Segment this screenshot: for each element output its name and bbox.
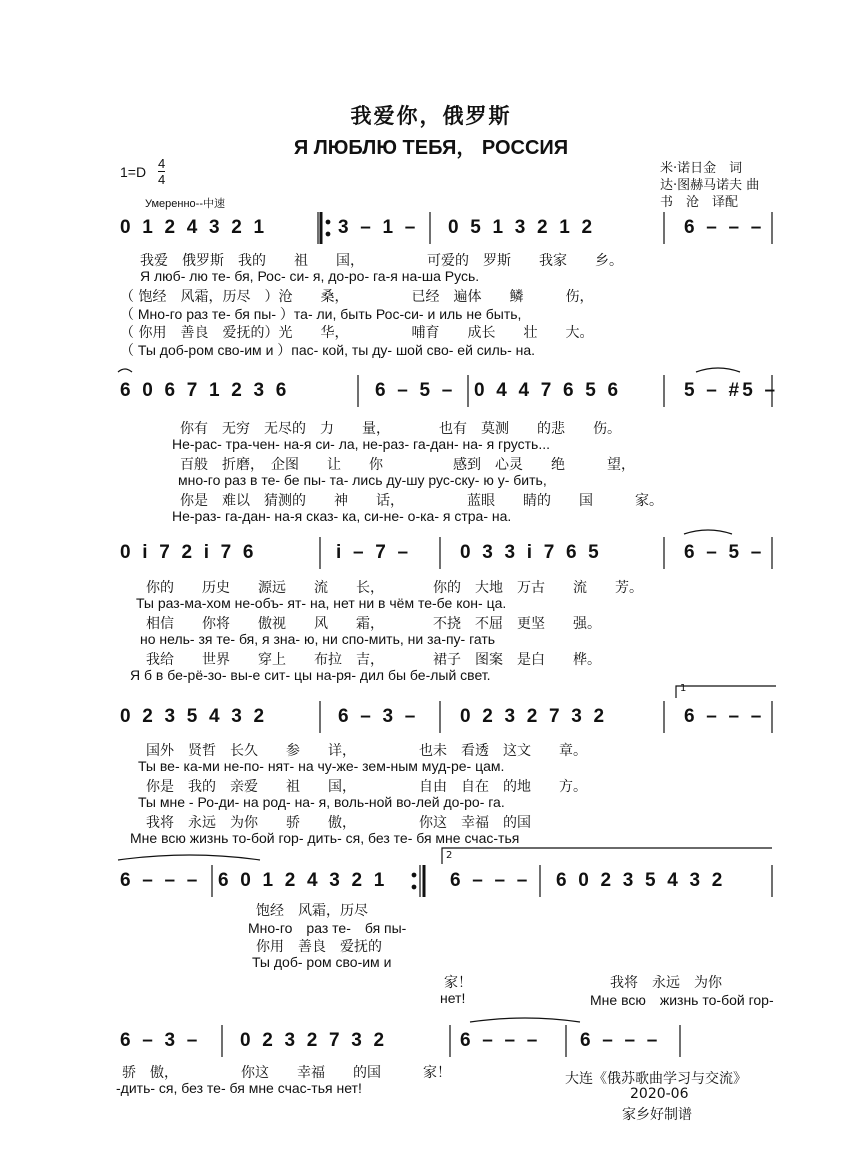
lyric-ru-8: но нель- зя те- бя, я зна- ю, ни спо-мить, ни за-пу- гать: [140, 631, 496, 647]
volta-1-bracket: [676, 686, 776, 698]
lyric-zh-11: 你是 我的 亲爱 祖 国， 自由 自在 的地 方。: [146, 779, 587, 795]
measure-5: 6 0 6 7 1 2 3 6: [120, 380, 290, 401]
footer-arranger: 家乡好制谱: [622, 1107, 692, 1123]
lyric-ru-15: Мне всю жизнь то-бой гор-: [590, 992, 774, 1008]
measure-18: 6 0 1 2 4 3 2 1: [218, 870, 388, 891]
measure-15: 0 2 3 2 7 3 2: [460, 706, 608, 727]
measure-17: 6 – – –: [120, 870, 201, 891]
measure-24: 6 – – –: [580, 1030, 661, 1051]
slur: [470, 1018, 580, 1022]
measure-6: 6 – 5 –: [375, 380, 456, 401]
lyric-zh-6: 你是 难以 猜测的 神 话， 蓝眼 睛的 国 家。: [180, 493, 663, 509]
credit-lyricist: 米·诺日金 词: [660, 161, 743, 176]
measure-8: 5 – #5 –: [684, 380, 779, 401]
repeat-dot: [326, 232, 330, 236]
measure-16: 6 – – –: [684, 706, 765, 727]
volta-2-bracket: [442, 848, 772, 864]
lyric-zh-7: 你的 历史 源远 流 长， 你的 大地 万古 流 芳。: [146, 580, 643, 596]
title-russian: Я ЛЮБЛЮ ТЕБЯ， РОССИЯ: [293, 137, 569, 159]
measure-13: 0 2 3 5 4 3 2: [120, 706, 268, 727]
lyric-zh-4: 你有 无穷 无尽的 力 量， 也有 莫测 的悲 伤。: [180, 421, 621, 437]
measure-7: 0 4 4 7 6 5 6: [474, 380, 622, 401]
footer-date: 2020-06: [630, 1086, 689, 1102]
repeat-dot: [412, 873, 416, 877]
lyric-end-zh: 家！: [444, 975, 472, 991]
lyric-zh-13: 饱经 风霜，历尽: [256, 903, 368, 919]
measure-10: i – 7 –: [336, 542, 412, 563]
slur: [118, 369, 132, 372]
lyric-ru-6: Не-раз- га-дан- на-я сказ- ка, си-не- о-ка- я стра- на.: [172, 508, 512, 524]
lyric-zh-5: 百般 折磨， 企图 让 你 感到 心灵 绝 望，: [180, 457, 635, 473]
measure-20: 6 0 2 3 5 4 3 2: [556, 870, 726, 891]
slur: [684, 530, 732, 534]
lyric-ru-10: Ты ве- ка-ми не-по- нят- на чу-же- зем-ным муд-ре- цам.: [138, 758, 505, 774]
lyric-zh-8: 相信 你将 傲视 风 霜， 不挠 不屈 更坚 强。: [146, 616, 601, 632]
measure-21: 6 – 3 –: [120, 1030, 201, 1051]
time-denominator: 4: [158, 172, 166, 187]
key-signature: 1=D: [120, 164, 147, 180]
measure-23: 6 – – –: [460, 1030, 541, 1051]
measure-11: 0 3 3 i 7 6 5: [460, 542, 602, 563]
lyric-ru-13: Мно-го раз те- бя пы-: [248, 920, 407, 936]
measure-9: 0 i 7 2 i 7 6: [120, 542, 257, 563]
lyric-zh-15: 我将 永远 为你: [610, 975, 722, 991]
lyric-zh-14: 你用 善良 爱抚的: [256, 939, 382, 955]
lyric-zh-1: 我爱 俄罗斯 我的 祖 国， 可爱的 罗斯 我家 乡。: [140, 253, 623, 269]
title-chinese: 我爱你，俄罗斯: [350, 103, 512, 128]
lyric-ru-5: мно-го раз в те- бе пы- та- лись ду-шу рус-ску- ю у- бить,: [178, 472, 547, 488]
credit-composer: 达·图赫马诺夫 曲: [660, 178, 760, 193]
measure-2: 3 – 1 –: [338, 217, 419, 238]
repeat-dot: [412, 885, 416, 889]
lyric-end-ru: нет!: [440, 990, 466, 1006]
measure-3: 0 5 1 3 2 1 2: [448, 217, 596, 238]
lyric-ru-14: Ты доб- ром сво-им и: [252, 954, 392, 970]
volta-2-label: 2: [446, 850, 453, 861]
measure-4: 6 – – –: [684, 217, 765, 238]
footer-source: 大连《俄苏歌曲学习与交流》: [565, 1071, 747, 1087]
lyric-ru-11: Ты мне - Ро-ди- на род- на- я, воль-ной во-лей до-ро- га.: [138, 794, 505, 810]
slur: [696, 368, 740, 372]
lyric-zh-10: 国外 贤哲 长久 参 详， 也未 看透 这文 章。: [146, 743, 587, 759]
lyric-ru-7: Ты раз-ма-хом не-объ- ят- на, нет ни в чём те-бе кон- ца.: [136, 595, 507, 611]
credit-translator: 书 沧 译配: [660, 195, 739, 210]
lyric-ru-9: Я б в бе-рё-зо- вы-е сит- цы на-ря- дил бы бе-лый свет.: [130, 667, 491, 683]
measure-1: 0 1 2 4 3 2 1: [120, 217, 268, 238]
lyric-zh-3: （ 你用 善良 爱抚的）光 华， 哺育 成长 壮 大。: [120, 325, 594, 341]
lyric-ru-1: Я люб- лю те- бя, Рос- си- я, до-ро- га-я на-ша Русь.: [140, 268, 480, 284]
lyric-zh-12: 我将 永远 为你 骄 傲， 你这 幸福 的国: [146, 815, 531, 831]
lyric-zh-16: 骄 傲， 你这 幸福 的国 家！: [122, 1065, 451, 1081]
lyric-zh-9: 我给 世界 穿上 布拉 吉， 裙子 图案 是白 桦。: [146, 652, 601, 668]
volta-1-label: 1: [680, 683, 687, 694]
measure-12: 6 – 5 –: [684, 542, 765, 563]
measure-19: 6 – – –: [450, 870, 531, 891]
lyric-ru-16: -дить- ся, без те- бя мне счас-тья нет!: [116, 1080, 362, 1096]
lyric-ru-12: Мне всю жизнь то-бой гор- дить- ся, без те- бя мне счас-тья: [130, 830, 520, 846]
lyric-ru-3: （ Ты доб-ром сво-им и ）пас- кой, ты ду- шой сво- ей силь- на.: [120, 342, 536, 358]
time-numerator: 4: [158, 156, 166, 171]
tempo-marking: Умеренно--中速: [145, 198, 226, 210]
slur: [118, 855, 260, 860]
lyric-ru-4: Не-рас- тра-чен- на-я си- ла, не-раз- га-дан- на- я грусть...: [172, 436, 550, 452]
measure-14: 6 – 3 –: [338, 706, 419, 727]
measure-22: 0 2 3 2 7 3 2: [240, 1030, 388, 1051]
lyric-ru-2: （ Мно-го раз те- бя пы- ）та- ли, быть Рос-си- и иль не быть,: [120, 306, 522, 322]
lyric-zh-2: （ 饱经 风霜，历尽 ）沧 桑， 已经 遍体 鳞 伤，: [120, 289, 594, 305]
repeat-dot: [326, 220, 330, 224]
